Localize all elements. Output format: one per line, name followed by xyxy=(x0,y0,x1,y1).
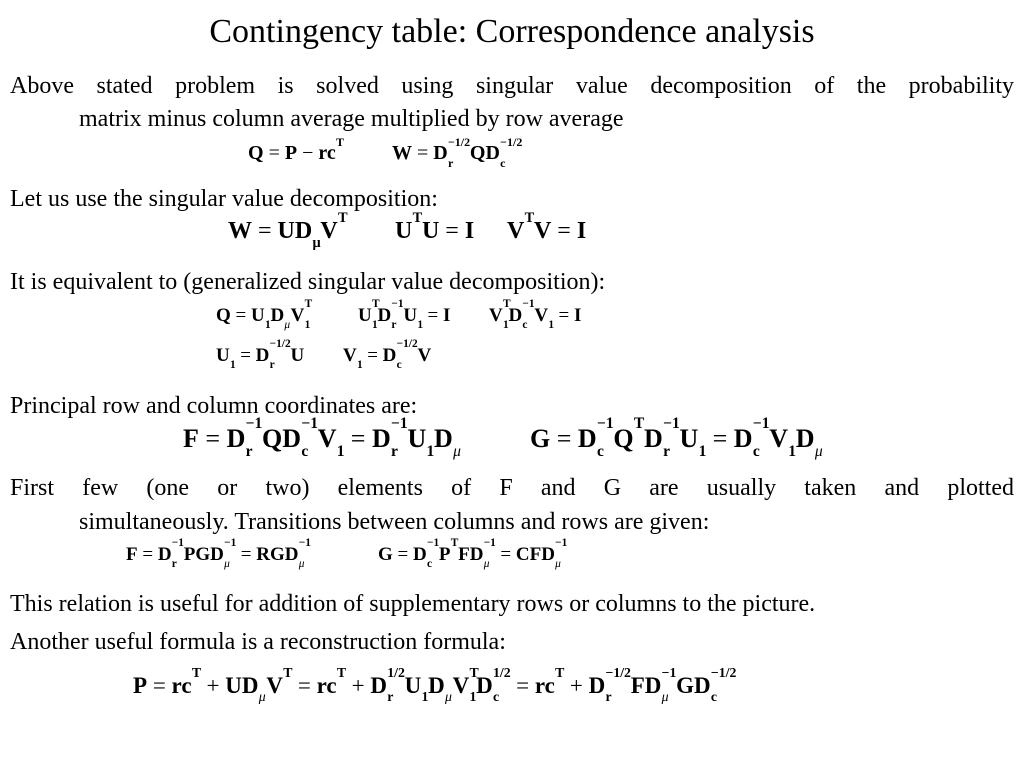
equation-row-transition: F = D −1 r PGD −1 μ = RGD −1 μ xyxy=(126,537,311,570)
equation-column-transition: G = D −1 c P T FD −1 μ = CFD −1 μ xyxy=(378,537,568,570)
equation-svd-orthogonality-u: U T U = I xyxy=(395,209,475,244)
paragraph-transitions-line1: First few (one or two) elements of F and G are usually taken and plotted xyxy=(10,475,1014,501)
equation-reconstruction: P = rc T + UD μ V T = rc T + D 1/2 r U 1 D μ V T 1 D 1/2 c = rc T + D −1/2 r FD −1 μ GD −1/2 c xyxy=(133,665,737,705)
equation-gsvd: Q = U 1 D μ V T 1 xyxy=(216,298,313,331)
paragraph-svd: Let us use the singular value decomposition: xyxy=(10,186,438,212)
equation-gsvd-orthogonality-u: U T 1 D −1 r U 1 = I xyxy=(358,298,451,331)
paragraph-gsvd: It is equivalent to (generalized singular value decomposition): xyxy=(10,269,606,295)
paragraph-transitions-line2: simultaneously. Transitions between columns and rows are given: xyxy=(79,509,710,535)
equation-row-coordinates: F = D −1 r QD −1 c V 1 = D −1 r U 1 D μ xyxy=(183,415,461,460)
paragraph-principal-coordinates: Principal row and column coordinates are: xyxy=(10,393,418,419)
equation-svd-orthogonality-v: V T V = I xyxy=(507,209,587,244)
equation-column-coordinates: G = D −1 c Q T D −1 r U 1 = D −1 c V 1 D μ xyxy=(530,415,823,460)
equation-svd: W = UD μ V T xyxy=(228,209,348,251)
equation-gsvd-orthogonality-v: V T 1 D −1 c V 1 = I xyxy=(489,298,582,331)
equation-u1-definition: U 1 = D −1/2 r U xyxy=(216,338,305,371)
paragraph-svd-intro-line1: Above stated problem is solved using singular value decomposition of the probability xyxy=(10,73,1014,99)
slide-title: Contingency table: Correspondence analysis xyxy=(209,13,815,50)
equation-q-definition: Q = P − rc T xyxy=(248,135,344,164)
paragraph-reconstruction-intro: Another useful formula is a reconstruction formula: xyxy=(10,629,506,655)
equation-w-definition: W = D −1/2 r QD −1/2 c xyxy=(392,135,523,171)
equation-v1-definition: V 1 = D −1/2 c V xyxy=(343,338,432,371)
paragraph-svd-intro-line2: matrix minus column average multiplied by row average xyxy=(79,106,624,132)
paragraph-supplementary: This relation is useful for addition of supplementary rows or columns to the picture. xyxy=(10,591,816,617)
